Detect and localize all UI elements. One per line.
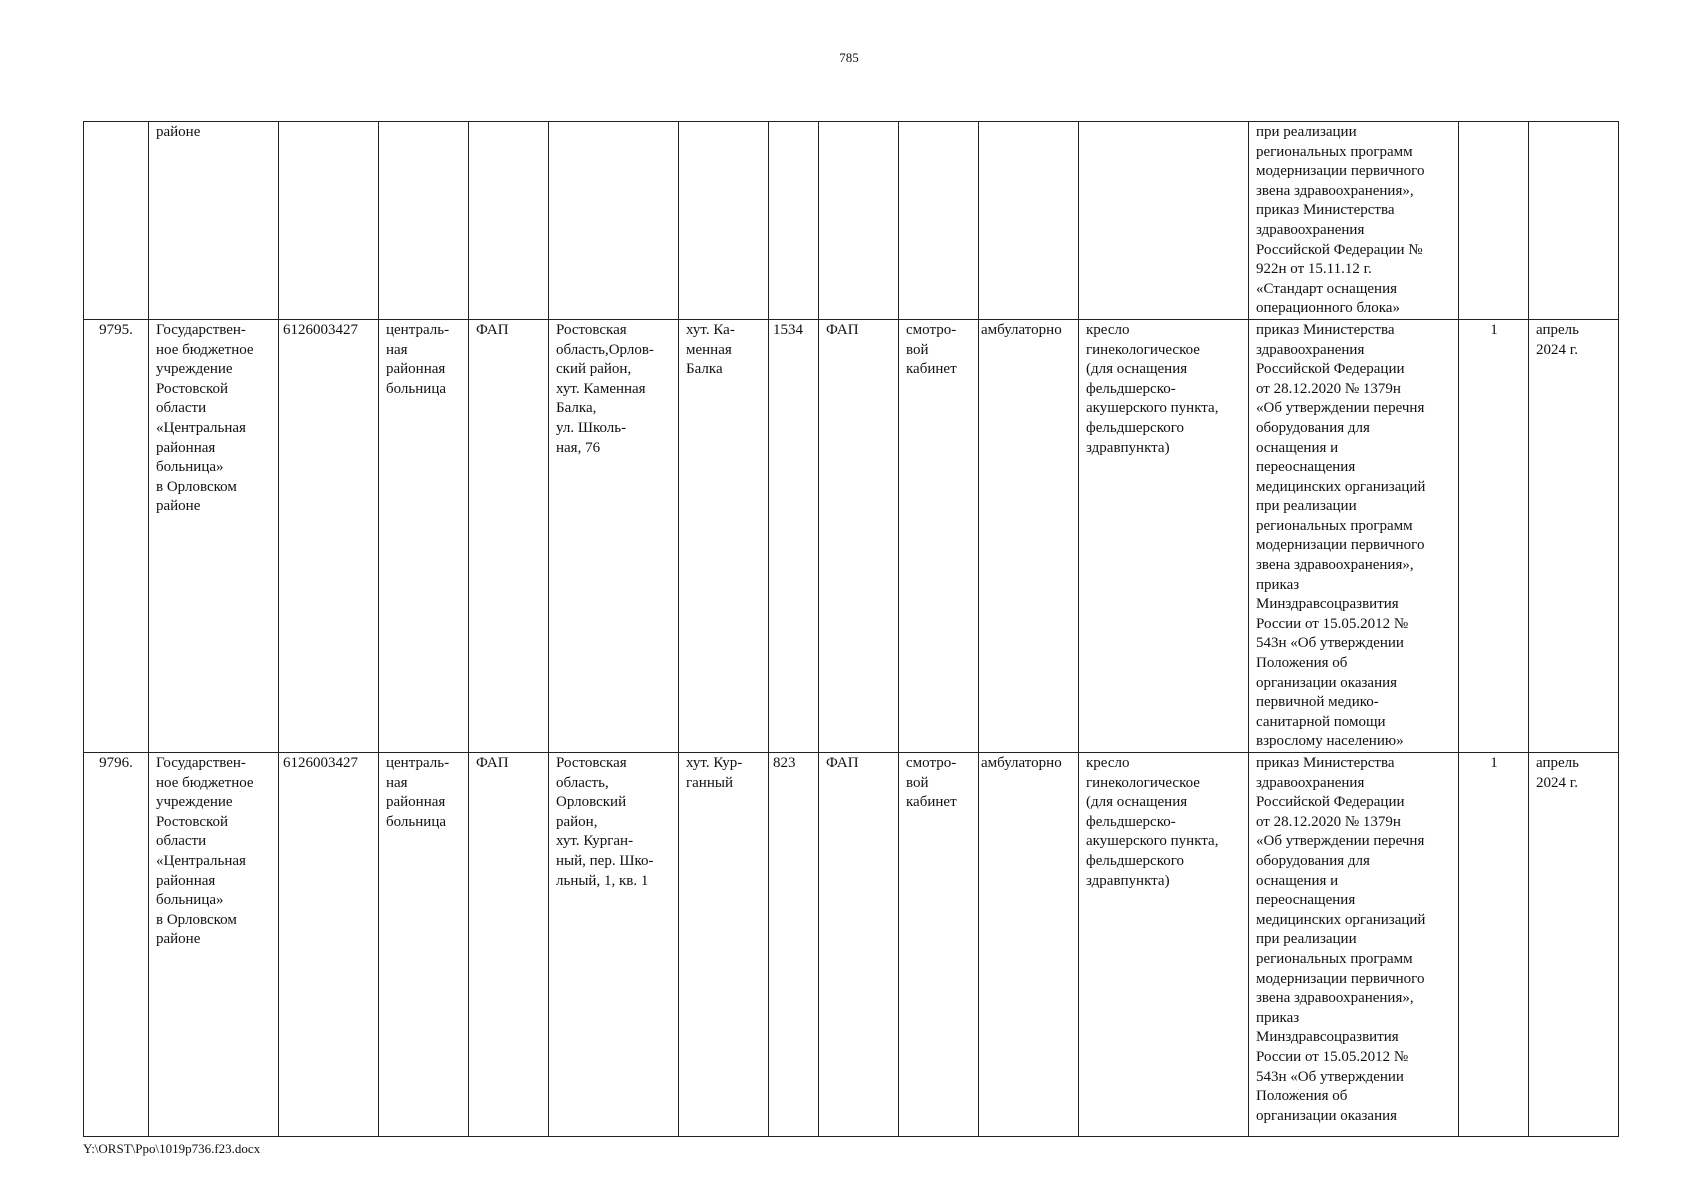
cell-type (379, 122, 469, 320)
cell-subunit: ФАП (819, 753, 899, 1137)
cell-room (899, 122, 979, 320)
cell-inn: 6126003427 (279, 753, 379, 1137)
cell-qty: 1 (1459, 753, 1529, 1137)
cell-subunit (819, 122, 899, 320)
cell-inn (279, 122, 379, 320)
cell-num (84, 122, 149, 320)
cell-address (549, 122, 679, 320)
equipment-table (83, 121, 1619, 1137)
cell-document: приказ Министерства здравоохранения Российской Федерации от 28.12.2020 № 1379н «Об утверждении перечня оборудования для оснащения и переоснащения медицинских организаций при реализации региональных программ модернизации первичного звена здравоохранения», приказ Минздравсоцразвития России от 15.05.2012 № 543н «Об утверждении Положения об организации оказания первичной медико- санитарной помощи взрослому населению» (1249, 319, 1459, 752)
cell-address: Ростовская область,Орлов- ский район, хут. Каменная Балка, ул. Школь- ная, 76 (549, 319, 679, 752)
cell-document: при реализации региональных программ модернизации первичного звена здравоохранения», приказ Министерства здравоохранения Российской Федерации № 922н от 15.11.12 г. «Стандарт оснащения операционного блока» (1249, 122, 1459, 320)
cell-date (1529, 122, 1619, 320)
cell-equipment: кресло гинекологическое (для оснащения фельдшерско- акушерского пункта, фельдшерского здравпункта) (1079, 319, 1249, 752)
cell-type: централь- ная районная больница (379, 319, 469, 752)
page-number: 785 (839, 50, 859, 65)
cell-equipment (1079, 122, 1249, 320)
cell-num: 9795. (84, 319, 149, 752)
table-row (84, 753, 1619, 1137)
cell-mode: амбулаторно (979, 753, 1079, 1137)
cell-qty (1459, 122, 1529, 320)
cell-settlement (679, 122, 769, 320)
cell-org: районе (149, 122, 279, 320)
cell-population: 1534 (769, 319, 819, 752)
cell-unit: ФАП (469, 753, 549, 1137)
cell-org: Государствен- ное бюджетное учреждение Ростовской области «Центральная районная больница» в Орловском районе (149, 319, 279, 752)
cell-date: апрель 2024 г. (1529, 319, 1619, 752)
cell-population: 823 (769, 753, 819, 1137)
cell-mode: амбулаторно (979, 319, 1079, 752)
cell-subunit: ФАП (819, 319, 899, 752)
footer-file-path: Y:\ORST\Ppo\1019p736.f23.docx (83, 1141, 261, 1156)
cell-qty: 1 (1459, 319, 1529, 752)
cell-mode (979, 122, 1079, 320)
cell-settlement: хут. Ка- менная Балка (679, 319, 769, 752)
cell-population (769, 122, 819, 320)
cell-type: централь- ная районная больница (379, 753, 469, 1137)
cell-inn: 6126003427 (279, 319, 379, 752)
cell-equipment: кресло гинекологическое (для оснащения фельдшерско- акушерского пункта, фельдшерского здравпункта) (1079, 753, 1249, 1137)
cell-settlement: хут. Кур- ганный (679, 753, 769, 1137)
table-row-continuation (84, 122, 1619, 320)
cell-unit (469, 122, 549, 320)
cell-unit: ФАП (469, 319, 549, 752)
table-row (84, 319, 1619, 752)
cell-room: смотро- вой кабинет (899, 753, 979, 1137)
cell-num: 9796. (84, 753, 149, 1137)
cell-room: смотро- вой кабинет (899, 319, 979, 752)
cell-date: апрель 2024 г. (1529, 753, 1619, 1137)
cell-org: Государствен- ное бюджетное учреждение Ростовской области «Центральная районная больница» в Орловском районе (149, 753, 279, 1137)
cell-address: Ростовская область, Орловский район, хут. Курган- ный, пер. Шко- льный, 1, кв. 1 (549, 753, 679, 1137)
cell-document: приказ Министерства здравоохранения Российской Федерации от 28.12.2020 № 1379н «Об утверждении перечня оборудования для оснащения и переоснащения медицинских организаций при реализации региональных программ модернизации первичного звена здравоохранения», приказ Минздравсоцразвития России от 15.05.2012 № 543н «Об утверждении Положения об организации оказания (1249, 753, 1459, 1137)
